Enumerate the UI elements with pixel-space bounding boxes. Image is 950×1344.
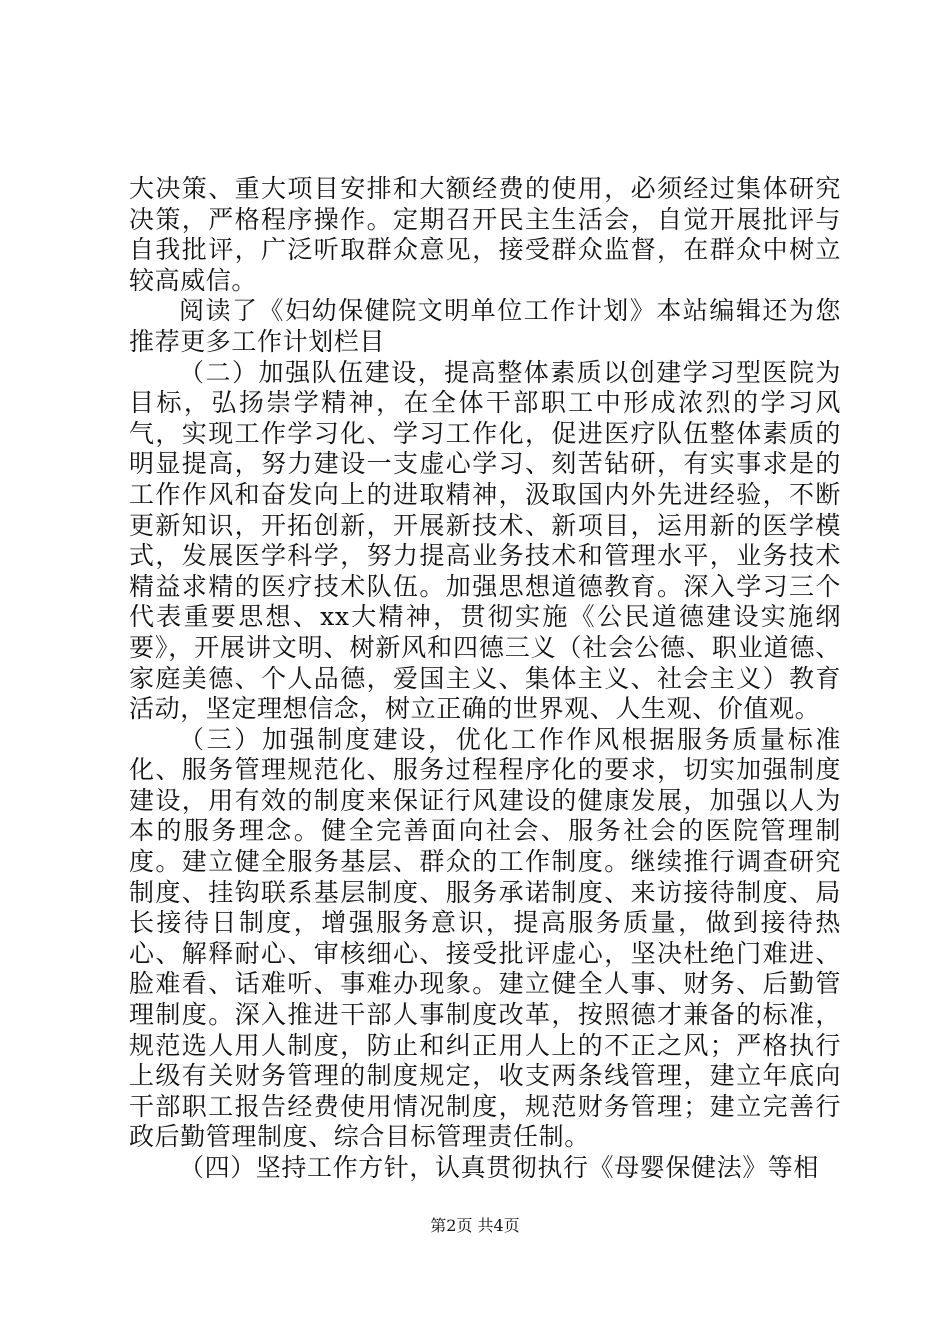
paragraph-reading-recommendation: 阅读了《妇幼保健院文明单位工作计划》本站编辑还为您推荐更多工作计划栏目 bbox=[129, 296, 841, 356]
page-number-footer: 第2页 共4页 bbox=[430, 1216, 520, 1235]
paragraph-team-building: （二）加强队伍建设，提高整体素质以创建学习型医院为目标，弘扬崇学精神，在全体干部职工中形成浓烈的学习风气，实现工作学习化、学习工作化，促进医疗队伍整体素质的明显提高，努力建设一支虚心学习、刻苦钻研，有实事求是的工作作风和奋发向上的进取精神，汲取国内外先进经验，不断更新知识，开拓创新，开展新技术、新项目，运用新的医学模式，发展医学科学，努力提高业务技术和管理水平，业务技术精益求精的医疗技术队伍。加强思想道德教育。深入学习三个代表重要思想、xx大精神，贯彻实施《公民道德建设实施纲要》，开展讲文明、树新风和四德三义（社会公德、职业道德、家庭美德、个人品德，爱国主义、集体主义、社会主义）教育活动，坚定理想信念，树立正确的世界观、人生观、价值观。 bbox=[129, 357, 841, 724]
document-body bbox=[129, 174, 841, 1184]
paragraph-work-policy: （四）坚持工作方针，认真贯彻执行《母婴保健法》等相 bbox=[179, 1153, 820, 1182]
paragraph-decision-making: 大决策、重大项目安排和大额经费的使用，必须经过集体研究决策，严格程序操作。定期召开民主生活会，自觉开展批评与自我批评，广泛听取群众意见，接受群众监督，在群众中树立较高威信。 bbox=[129, 174, 841, 295]
paragraph-system-building: （三）加强制度建设，优化工作作风根据服务质量标准化、服务管理规范化、服务过程程序化的要求，切实加强制度建设，用有效的制度来保证行风建设的健康发展，加强以人为本的服务理念。健全完善面向社会、服务社会的医院管理制度。建立健全服务基层、群众的工作制度。继续推行调查研究制度、挂钩联系基层制度、服务承诺制度、来访接待制度、局长接待日制度，增强服务意识，提高服务质量，做到接待热心、解释耐心、审核细心、接受批评虚心，坚决杜绝门难进、脸难看、话难听、事难办现象。建立健全人事、财务、后勤管理制度。深入推进干部人事制度改革，按照德才兼备的标准，规范选人用人制度，防止和纠正用人上的不正之风；严格执行上级有关财务管理的制度规定，收支两条线管理，建立年底向干部职工报告经费使用情况制度，规范财务管理；建立完善行政后勤管理制度、综合目标管理责任制。 bbox=[129, 724, 841, 1152]
